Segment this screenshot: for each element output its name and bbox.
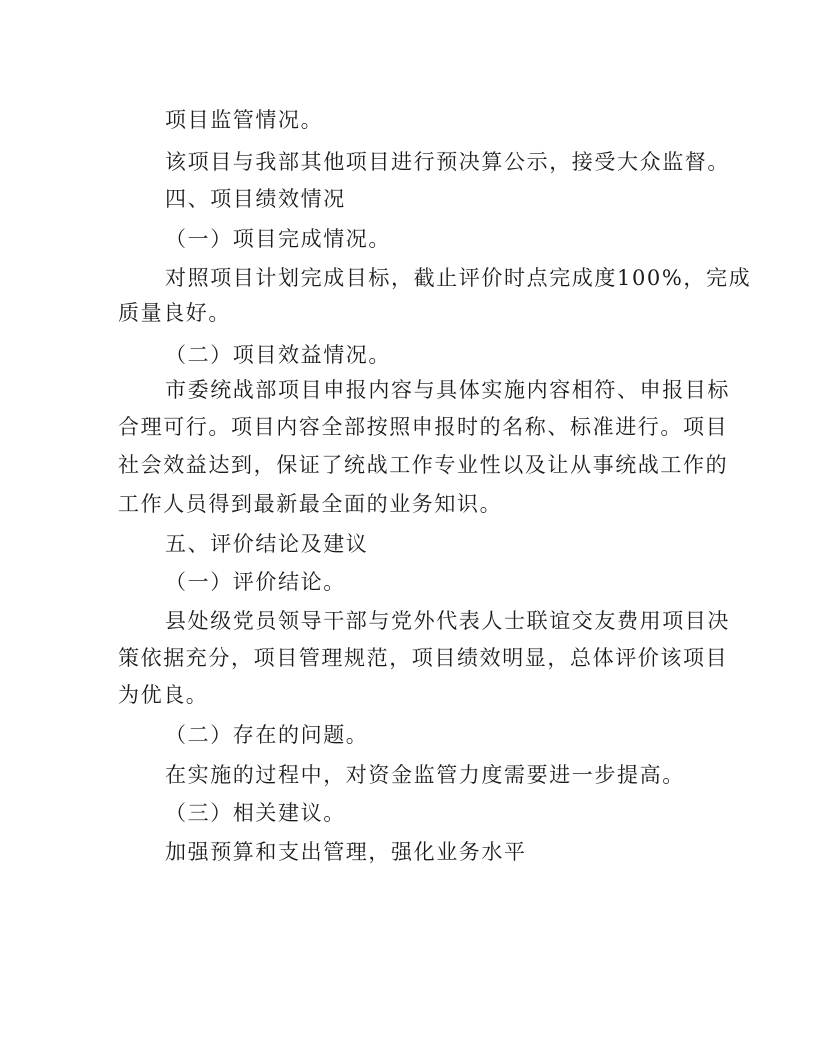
paragraph-benefits-line-1: 市委统战部项目申报内容与具体实施内容相符、申报目标 — [165, 378, 730, 402]
paragraph-benefits-line-3: 社会效益达到，保证了统战工作专业性以及让从事统战工作的 — [118, 453, 729, 477]
paragraph-conclusion-line-3: 为优良。 — [118, 683, 209, 707]
subheading-benefits: （二）项目效益情况。 — [165, 343, 391, 367]
subheading-evaluation-conclusion: （一）评价结论。 — [165, 570, 346, 594]
subheading-suggestions: （三）相关建议。 — [165, 801, 346, 825]
paragraph-public-disclosure: 该项目与我部其他项目进行预决算公示，接受大众监督。 — [165, 150, 730, 174]
paragraph-completion-line-2: 质量良好。 — [118, 301, 231, 325]
paragraph-completion-line-1: 对照项目计划完成目标，截止评价时点完成度100%，完成 — [165, 266, 752, 290]
heading-conclusion: 五、评价结论及建议 — [165, 532, 369, 556]
paragraph-problems: 在实施的过程中，对资金监管力度需要进一步提高。 — [165, 763, 685, 787]
subheading-completion: （一）项目完成情况。 — [165, 227, 391, 251]
paragraph-conclusion-line-2: 策依据充分，项目管理规范，项目绩效明显，总体评价该项目 — [118, 646, 729, 670]
paragraph-benefits-line-4: 工作人员得到最新最全面的业务知识。 — [118, 492, 503, 516]
paragraph-suggestions: 加强预算和支出管理，强化业务水平 — [165, 840, 527, 864]
heading-performance: 四、项目绩效情况 — [165, 187, 346, 211]
paragraph-benefits-line-2: 合理可行。项目内容全部按照申报时的名称、标准进行。项目 — [118, 415, 729, 439]
paragraph-conclusion-line-1: 县处级党员领导干部与党外代表人士联谊交友费用项目决 — [165, 609, 730, 633]
subheading-problems: （二）存在的问题。 — [165, 723, 369, 747]
paragraph-supervision-continued: 项目监管情况。 — [165, 108, 324, 132]
